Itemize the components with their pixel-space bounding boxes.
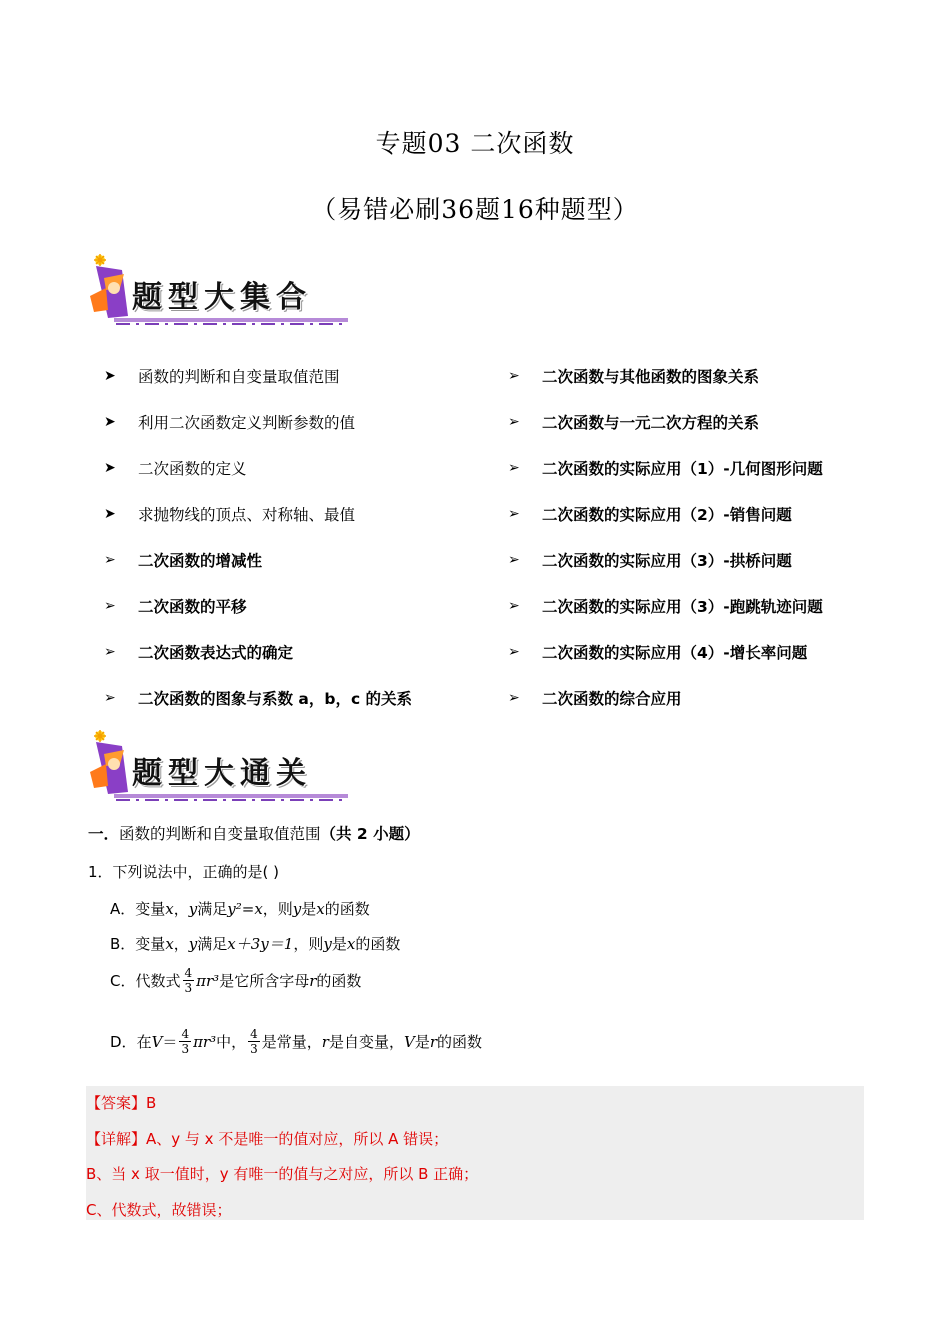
explanation-line: C、代数式，故错误；	[86, 1201, 232, 1219]
toc-item: ➤ 求抛物线的顶点、对称轴、最值	[104, 506, 356, 524]
explanation-line: 【详解】A、y 与 x 不是唯一的值对应，所以 A 错误；	[86, 1130, 449, 1148]
option-a: A．变量x，y满足y²=x，则y是x的函数	[110, 900, 370, 918]
arrow-bullet-icon: ➢	[508, 690, 520, 706]
option-d: D． 在 V ＝ $\frac{4}{3}$ πr³ 中， $\frac{4}{3}$ 是常量， r 是自变量， V 是 r 的函数	[110, 1027, 483, 1056]
toc-item: ➤ 二次函数的定义	[104, 460, 247, 478]
arrow-bullet-icon: ➢	[508, 460, 520, 476]
arrow-bullet-icon: ➢	[104, 552, 116, 568]
toc-right-column	[508, 353, 908, 721]
toc-item: ➤ 函数的判断和自变量取值范围	[104, 368, 340, 386]
toc-item: ➢ 二次函数与其他函数的图象关系	[508, 368, 760, 386]
toc-item: ➢ 二次函数的平移	[104, 598, 247, 616]
arrow-bullet-icon: ➢	[104, 598, 116, 614]
fraction-4-3: $\frac{4}{3}$	[250, 1027, 258, 1056]
toc-item: ➢ 二次函数的实际应用（3）-拱桥问题	[508, 552, 792, 570]
explanation-line: B、当 x 取一值时，y 有唯一的值与之对应，所以 B 正确；	[86, 1165, 479, 1183]
section-heading: 一．函数的判断和自变量取值范围（共 2 小题）	[88, 825, 420, 843]
toc-item: ➢ 二次函数的实际应用（3）-跑跳轨迹问题	[508, 598, 823, 616]
toc-item: ➢ 二次函数的实际应用（4）-增长率问题	[508, 644, 808, 662]
arrow-bullet-icon: ➢	[104, 644, 116, 660]
answer-line: 【答案】B	[86, 1094, 157, 1112]
fraction-4-3: $\frac{4}{3}$	[184, 966, 193, 995]
banner-question-types	[86, 248, 356, 332]
toc-item: ➢ 二次函数的实际应用（1）-几何图形问题	[508, 460, 823, 478]
arrow-bullet-icon: ➤	[104, 506, 116, 522]
toc-item: ➢ 二次函数表达式的确定	[104, 644, 294, 662]
arrow-bullet-icon: ➢	[508, 414, 520, 430]
page-title: 专题03 二次函数	[375, 129, 575, 158]
arrow-bullet-icon: ➢	[508, 644, 520, 660]
arrow-bullet-icon: ➢	[508, 552, 520, 568]
toc-item: ➢ 二次函数的增减性	[104, 552, 263, 570]
toc-item: ➢ 二次函数的实际应用（2）-销售问题	[508, 506, 792, 524]
toc-item: ➢ 二次函数的综合应用	[508, 690, 682, 708]
arrow-bullet-icon: ➤	[104, 414, 116, 430]
banner-question-practice-text: 题型大通关	[132, 756, 312, 791]
arrow-bullet-icon: ➤	[104, 368, 116, 384]
toc-item: ➢ 二次函数与一元二次方程的关系	[508, 414, 760, 432]
banner-question-practice	[86, 724, 356, 808]
option-b: B．变量x，y满足x＋3y＝1，则y是x的函数	[110, 935, 401, 953]
toc-item: ➢ 二次函数的图象与系数 a，b，c 的关系	[104, 690, 413, 708]
toc-left-column	[104, 353, 484, 721]
page-subtitle: （易错必刷36题16种题型）	[311, 195, 639, 224]
arrow-bullet-icon: ➢	[508, 598, 520, 614]
question-stem: 1．下列说法中，正确的是( )	[88, 863, 280, 881]
arrow-bullet-icon: ➢	[508, 368, 520, 384]
arrow-bullet-icon: ➢	[104, 690, 116, 706]
option-c: C． 代数式 $\frac{4}{3}$ πr³ 是它所含字母 r 的函数	[110, 966, 362, 995]
arrow-bullet-icon: ➤	[104, 460, 116, 476]
fraction-4-3: $\frac{4}{3}$	[181, 1027, 190, 1056]
banner-question-types-text: 题型大集合	[132, 280, 312, 315]
toc-item: ➤ 利用二次函数定义判断参数的值	[104, 414, 356, 432]
arrow-bullet-icon: ➢	[508, 506, 520, 522]
